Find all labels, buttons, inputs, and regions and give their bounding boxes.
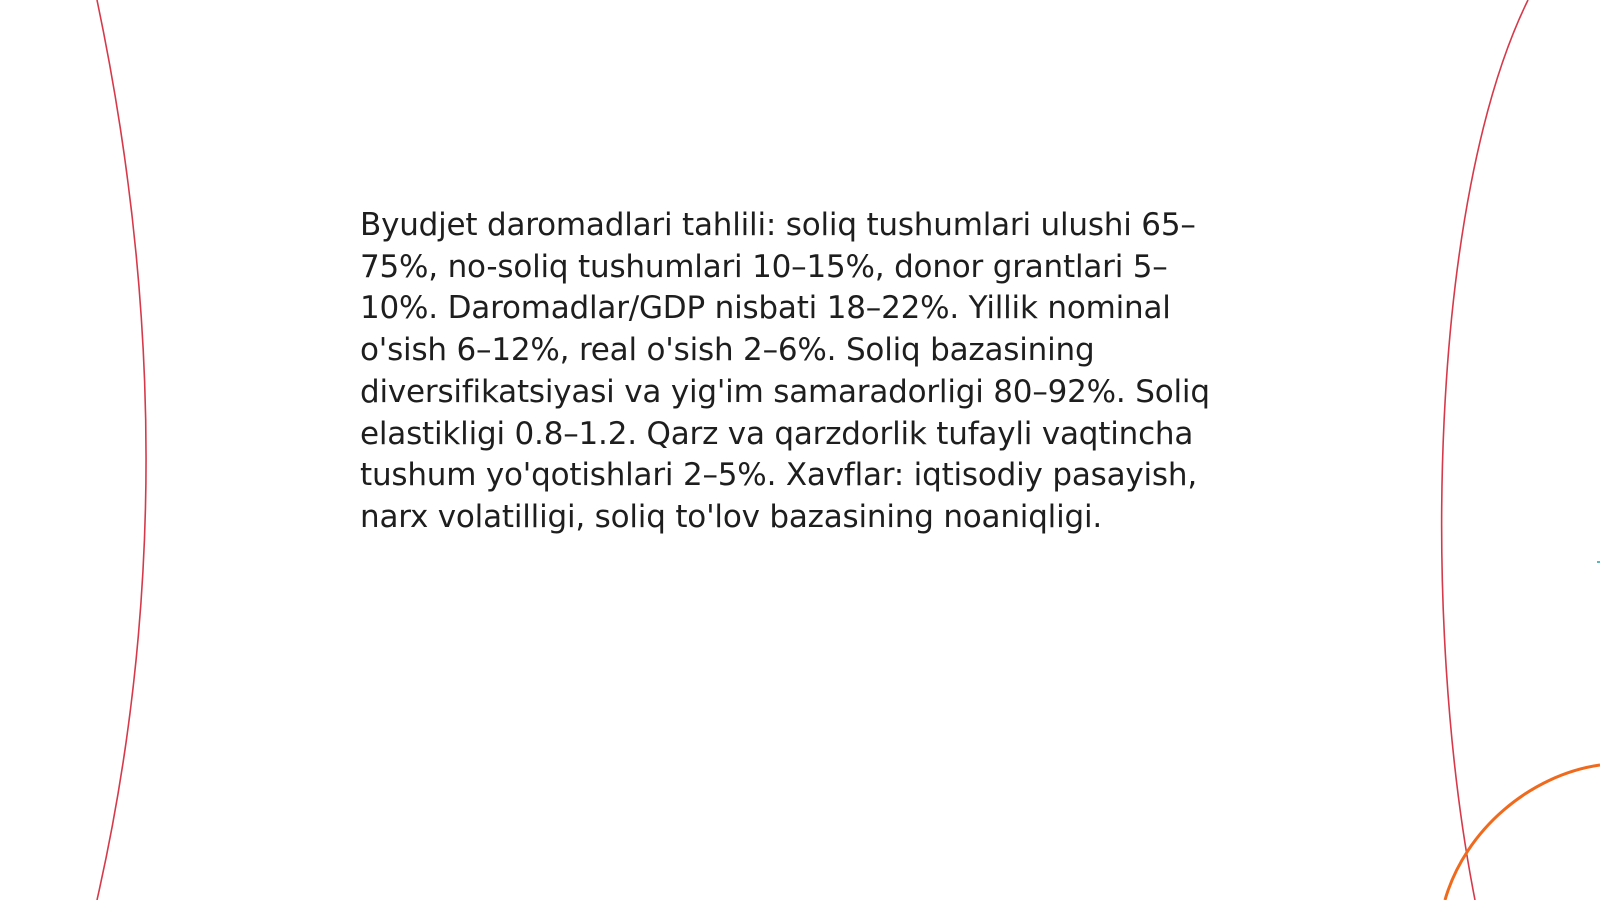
body-paragraph: Byudjet daromadlari tahlili: soliq tushumlari ulushi 65–75%, no-soliq tushumlari 10–15%, donor grantlari 5–10%. Daromadlar/GDP nisbati 18–22%. Yillik nominal o'sish 6–12%, real o'sish 2–6%. Soliq bazasining diversifikatsiyasi va yig'im samaradorligi 80–92%. Soliq elastikligi 0.8–1.2. Qarz va qarzdorlik tufayli vaqtincha tushum yo'qotishlari 2–5%. Xavflar: iqtisodiy pasayish, narx volatilligi, soliq to'lov bazasining noaniqligi. bbox=[360, 207, 1210, 535]
right-red-curve bbox=[1442, 0, 1528, 900]
left-red-curve bbox=[97, 0, 146, 900]
orange-arc bbox=[1445, 765, 1600, 900]
